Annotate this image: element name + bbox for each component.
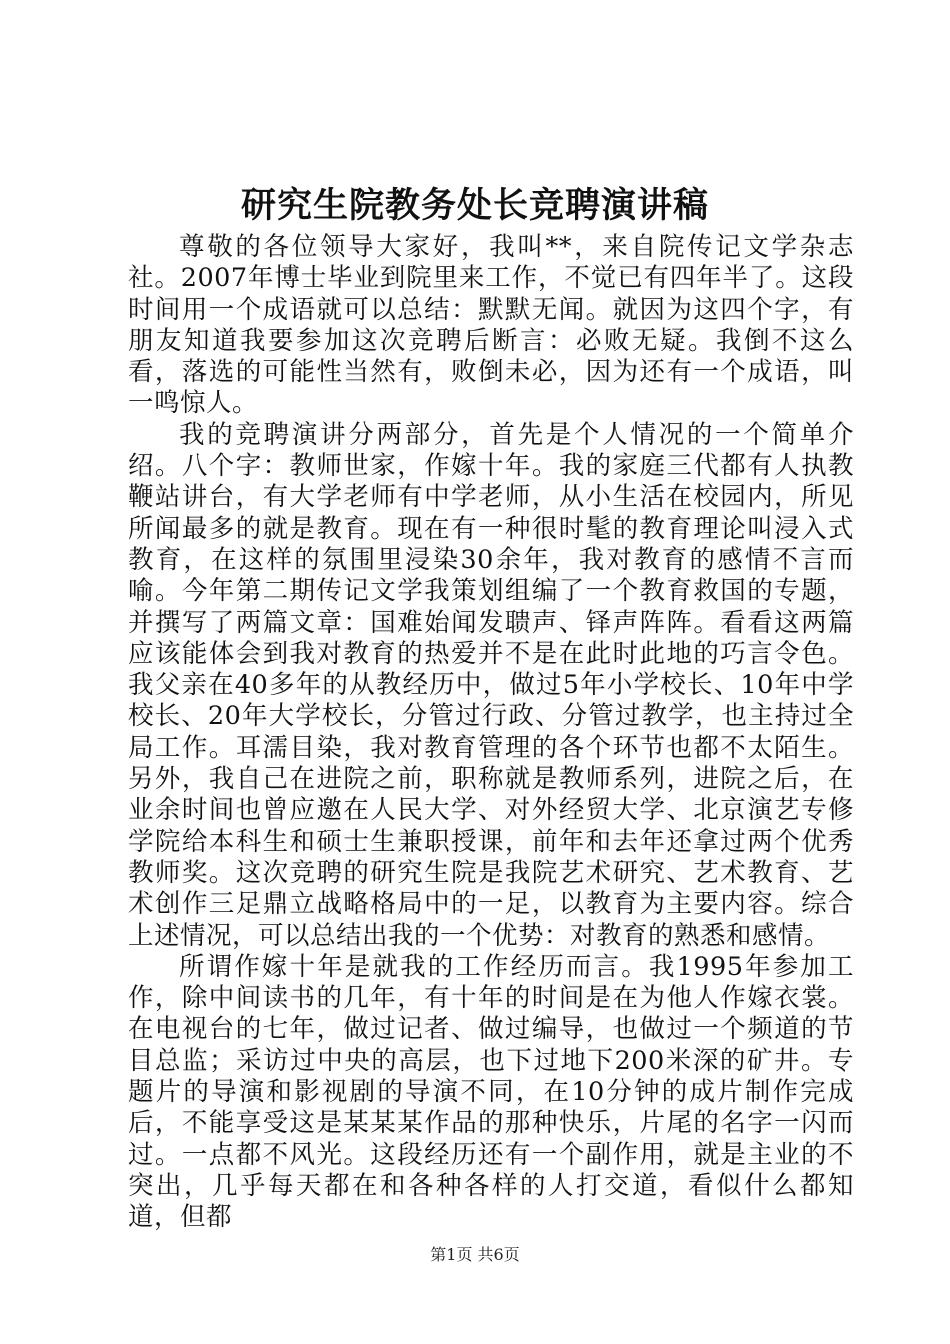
document-body — [128, 232, 854, 1234]
paragraph-intro: 尊敬的各位领导大家好，我叫**，来自院传记文学杂志社。2007年博士毕业到院里来工作，不觉已有四年半了。这段时间用一个成语就可以总结：默默无闻。就因为这四个字，有朋友知道我要参加这次竞聘后断言：必败无疑。我倒不这么看，落选的可能性当然有，败倒未必，因为还有一个成语，叫一鸣惊人。 — [128, 232, 854, 419]
page-number-footer: 第1页 共6页 — [430, 1245, 520, 1264]
document-title: 研究生院教务处长竞聘演讲稿 — [240, 185, 709, 226]
paragraph-work-experience: 所谓作嫁十年是就我的工作经历而言。我1995年参加工作，除中间读书的几年，有十年的时间是在为他人作嫁衣裳。在电视台的七年，做过记者、做过编导，也做过一个频道的节目总监；采访过中央的高层，也下过地下200米深的矿井。专题片的导演和影视剧的导演不同，在10分钟的成片制作完成后，不能享受这是某某某作品的那种快乐，片尾的名字一闪而过。一点都不风光。这段经历还有一个副作用，就是主业的不突出，几乎每天都在和各种各样的人打交道，看似什么都知道，但都 — [128, 951, 854, 1233]
paragraph-background: 我的竞聘演讲分两部分，首先是个人情况的一个简单介绍。八个字：教师世家，作嫁十年。我的家庭三代都有人执教鞭站讲台，有大学老师有中学老师，从小生活在校园内，所见所闻最多的就是教育。现在有一种很时髦的教育理论叫浸入式教育，在这样的氛围里浸染30余年，我对教育的感情不言而喻。今年第二期传记文学我策划组编了一个教育救国的专题，并撰写了两篇文章：国难始闻发聩声、铎声阵阵。看看这两篇应该能体会到我对教育的热爱并不是在此时此地的巧言令色。我父亲在40多年的从教经历中，做过5年小学校长、10年中学校长、20年大学校长，分管过行政、分管过教学，也主持过全局工作。耳濡目染，我对教育管理的各个环节也都不太陌生。另外，我自己在进院之前，职称就是教师系列，进院之后，在业余时间也曾应邀在人民大学、对外经贸大学、北京演艺专修学院给本科生和硕士生兼职授课，前年和去年还拿过两个优秀教师奖。这次竞聘的研究生院是我院艺术研究、艺术教育、艺术创作三足鼎立战略格局中的一足，以教育为主要内容。综合上述情况，可以总结出我的一个优势：对教育的熟悉和感情。 — [128, 419, 854, 951]
